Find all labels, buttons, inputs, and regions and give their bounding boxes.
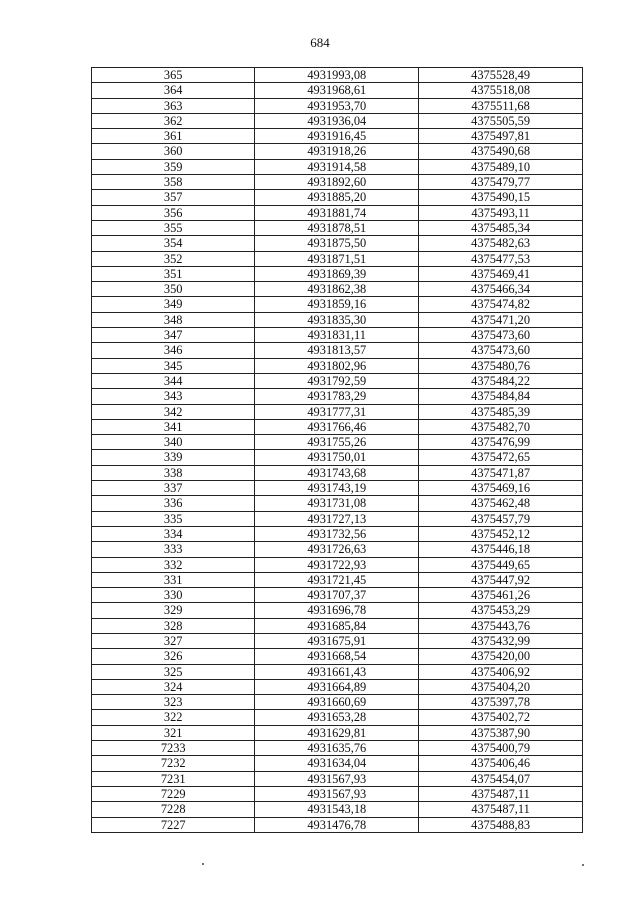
x-coordinate-cell: 4931755,26: [255, 435, 419, 450]
x-coordinate-cell: 4931661,43: [255, 664, 419, 679]
table-row: [92, 236, 583, 251]
y-coordinate-cell: 4375485,39: [419, 404, 583, 419]
x-coordinate-cell: 4931885,20: [255, 190, 419, 205]
table-row: [92, 633, 583, 648]
y-coordinate-cell: 4375485,34: [419, 220, 583, 235]
point-number-cell: 337: [92, 481, 255, 496]
x-coordinate-cell: 4931831,11: [255, 328, 419, 343]
point-number-cell: 356: [92, 205, 255, 220]
table-row: [92, 266, 583, 281]
point-number-cell: 355: [92, 220, 255, 235]
x-coordinate-cell: 4931696,78: [255, 603, 419, 618]
table-row: [92, 83, 583, 98]
table-row: [92, 496, 583, 511]
y-coordinate-cell: 4375447,92: [419, 572, 583, 587]
table-row: [92, 282, 583, 297]
table-row: [92, 710, 583, 725]
point-number-cell: 334: [92, 526, 255, 541]
x-coordinate-cell: 4931802,96: [255, 358, 419, 373]
table-row: [92, 129, 583, 144]
point-number-cell: 360: [92, 144, 255, 159]
table-row: [92, 756, 583, 771]
x-coordinate-cell: 4931783,29: [255, 389, 419, 404]
table-row: [92, 205, 583, 220]
scan-speck: [202, 863, 204, 865]
y-coordinate-cell: 4375404,20: [419, 679, 583, 694]
point-number-cell: 365: [92, 68, 255, 83]
y-coordinate-cell: 4375469,41: [419, 266, 583, 281]
table-row: [92, 817, 583, 832]
table-row: [92, 481, 583, 496]
table-row: [92, 220, 583, 235]
table-row: [92, 419, 583, 434]
point-number-cell: 363: [92, 98, 255, 113]
y-coordinate-cell: 4375528,49: [419, 68, 583, 83]
table-row: [92, 159, 583, 174]
table-row: [92, 664, 583, 679]
table-row: [92, 786, 583, 801]
table-row: [92, 144, 583, 159]
table-row: [92, 435, 583, 450]
y-coordinate-cell: 4375505,59: [419, 113, 583, 128]
y-coordinate-cell: 4375473,60: [419, 328, 583, 343]
y-coordinate-cell: 4375466,34: [419, 282, 583, 297]
y-coordinate-cell: 4375490,68: [419, 144, 583, 159]
y-coordinate-cell: 4375402,72: [419, 710, 583, 725]
point-number-cell: 362: [92, 113, 255, 128]
x-coordinate-cell: 4931685,84: [255, 618, 419, 633]
point-number-cell: 338: [92, 465, 255, 480]
y-coordinate-cell: 4375400,79: [419, 741, 583, 756]
coordinates-table: [91, 67, 583, 833]
y-coordinate-cell: 4375476,99: [419, 435, 583, 450]
point-number-cell: 335: [92, 511, 255, 526]
x-coordinate-cell: 4931629,81: [255, 725, 419, 740]
point-number-cell: 342: [92, 404, 255, 419]
table-row: [92, 741, 583, 756]
point-number-cell: 361: [92, 129, 255, 144]
x-coordinate-cell: 4931936,04: [255, 113, 419, 128]
point-number-cell: 364: [92, 83, 255, 98]
point-number-cell: 7233: [92, 741, 255, 756]
x-coordinate-cell: 4931862,38: [255, 282, 419, 297]
y-coordinate-cell: 4375443,76: [419, 618, 583, 633]
x-coordinate-cell: 4931727,13: [255, 511, 419, 526]
x-coordinate-cell: 4931660,69: [255, 695, 419, 710]
point-number-cell: 359: [92, 159, 255, 174]
y-coordinate-cell: 4375489,10: [419, 159, 583, 174]
point-number-cell: 7229: [92, 786, 255, 801]
table-row: [92, 542, 583, 557]
x-coordinate-cell: 4931726,63: [255, 542, 419, 557]
table-row: [92, 328, 583, 343]
y-coordinate-cell: 4375477,53: [419, 251, 583, 266]
table-row: [92, 373, 583, 388]
point-number-cell: 358: [92, 175, 255, 190]
point-number-cell: 350: [92, 282, 255, 297]
x-coordinate-cell: 4931875,50: [255, 236, 419, 251]
y-coordinate-cell: 4375449,65: [419, 557, 583, 572]
y-coordinate-cell: 4375471,20: [419, 312, 583, 327]
point-number-cell: 329: [92, 603, 255, 618]
point-number-cell: 341: [92, 419, 255, 434]
table-row: [92, 679, 583, 694]
y-coordinate-cell: 4375406,92: [419, 664, 583, 679]
y-coordinate-cell: 4375493,11: [419, 205, 583, 220]
y-coordinate-cell: 4375457,79: [419, 511, 583, 526]
point-number-cell: 328: [92, 618, 255, 633]
x-coordinate-cell: 4931743,68: [255, 465, 419, 480]
table-row: [92, 175, 583, 190]
x-coordinate-cell: 4931968,61: [255, 83, 419, 98]
x-coordinate-cell: 4931668,54: [255, 649, 419, 664]
y-coordinate-cell: 4375397,78: [419, 695, 583, 710]
table-row: [92, 695, 583, 710]
y-coordinate-cell: 4375484,84: [419, 389, 583, 404]
point-number-cell: 348: [92, 312, 255, 327]
x-coordinate-cell: 4931892,60: [255, 175, 419, 190]
y-coordinate-cell: 4375452,12: [419, 526, 583, 541]
x-coordinate-cell: 4931634,04: [255, 756, 419, 771]
x-coordinate-cell: 4931731,08: [255, 496, 419, 511]
table-row: [92, 113, 583, 128]
x-coordinate-cell: 4931750,01: [255, 450, 419, 465]
y-coordinate-cell: 4375471,87: [419, 465, 583, 480]
x-coordinate-cell: 4931914,58: [255, 159, 419, 174]
x-coordinate-cell: 4931878,51: [255, 220, 419, 235]
x-coordinate-cell: 4931777,31: [255, 404, 419, 419]
table-row: [92, 358, 583, 373]
point-number-cell: 344: [92, 373, 255, 388]
point-number-cell: 324: [92, 679, 255, 694]
point-number-cell: 7231: [92, 771, 255, 786]
y-coordinate-cell: 4375432,99: [419, 633, 583, 648]
y-coordinate-cell: 4375487,11: [419, 802, 583, 817]
x-coordinate-cell: 4931707,37: [255, 588, 419, 603]
point-number-cell: 357: [92, 190, 255, 205]
point-number-cell: 7232: [92, 756, 255, 771]
table-row: [92, 572, 583, 587]
x-coordinate-cell: 4931732,56: [255, 526, 419, 541]
point-number-cell: 325: [92, 664, 255, 679]
point-number-cell: 343: [92, 389, 255, 404]
x-coordinate-cell: 4931859,16: [255, 297, 419, 312]
coordinates-table-body: [92, 68, 583, 833]
x-coordinate-cell: 4931918,26: [255, 144, 419, 159]
y-coordinate-cell: 4375461,26: [419, 588, 583, 603]
y-coordinate-cell: 4375484,22: [419, 373, 583, 388]
y-coordinate-cell: 4375474,82: [419, 297, 583, 312]
point-number-cell: 351: [92, 266, 255, 281]
table-row: [92, 450, 583, 465]
table-row: [92, 725, 583, 740]
y-coordinate-cell: 4375453,29: [419, 603, 583, 618]
y-coordinate-cell: 4375518,08: [419, 83, 583, 98]
point-number-cell: 331: [92, 572, 255, 587]
y-coordinate-cell: 4375454,07: [419, 771, 583, 786]
table-row: [92, 526, 583, 541]
y-coordinate-cell: 4375473,60: [419, 343, 583, 358]
point-number-cell: 322: [92, 710, 255, 725]
point-number-cell: 326: [92, 649, 255, 664]
x-coordinate-cell: 4931916,45: [255, 129, 419, 144]
table-row: [92, 389, 583, 404]
x-coordinate-cell: 4931869,39: [255, 266, 419, 281]
x-coordinate-cell: 4931635,76: [255, 741, 419, 756]
x-coordinate-cell: 4931675,91: [255, 633, 419, 648]
x-coordinate-cell: 4931953,70: [255, 98, 419, 113]
table-row: [92, 771, 583, 786]
x-coordinate-cell: 4931653,28: [255, 710, 419, 725]
x-coordinate-cell: 4931871,51: [255, 251, 419, 266]
x-coordinate-cell: 4931792,59: [255, 373, 419, 388]
y-coordinate-cell: 4375469,16: [419, 481, 583, 496]
point-number-cell: 340: [92, 435, 255, 450]
table-row: [92, 404, 583, 419]
y-coordinate-cell: 4375482,63: [419, 236, 583, 251]
y-coordinate-cell: 4375490,15: [419, 190, 583, 205]
table-row: [92, 68, 583, 83]
point-number-cell: 333: [92, 542, 255, 557]
x-coordinate-cell: 4931543,18: [255, 802, 419, 817]
x-coordinate-cell: 4931476,78: [255, 817, 419, 832]
table-row: [92, 511, 583, 526]
point-number-cell: 347: [92, 328, 255, 343]
y-coordinate-cell: 4375406,46: [419, 756, 583, 771]
point-number-cell: 354: [92, 236, 255, 251]
y-coordinate-cell: 4375488,83: [419, 817, 583, 832]
point-number-cell: 336: [92, 496, 255, 511]
table-row: [92, 251, 583, 266]
point-number-cell: 345: [92, 358, 255, 373]
table-row: [92, 557, 583, 572]
y-coordinate-cell: 4375387,90: [419, 725, 583, 740]
x-coordinate-cell: 4931567,93: [255, 786, 419, 801]
y-coordinate-cell: 4375482,70: [419, 419, 583, 434]
y-coordinate-cell: 4375511,68: [419, 98, 583, 113]
point-number-cell: 352: [92, 251, 255, 266]
point-number-cell: 7227: [92, 817, 255, 832]
table-row: [92, 588, 583, 603]
table-row: [92, 603, 583, 618]
table-row: [92, 98, 583, 113]
page-number: 684: [310, 35, 330, 50]
point-number-cell: 7228: [92, 802, 255, 817]
x-coordinate-cell: 4931664,89: [255, 679, 419, 694]
x-coordinate-cell: 4931721,45: [255, 572, 419, 587]
point-number-cell: 332: [92, 557, 255, 572]
y-coordinate-cell: 4375462,48: [419, 496, 583, 511]
point-number-cell: 323: [92, 695, 255, 710]
x-coordinate-cell: 4931567,93: [255, 771, 419, 786]
point-number-cell: 321: [92, 725, 255, 740]
table-row: [92, 297, 583, 312]
y-coordinate-cell: 4375497,81: [419, 129, 583, 144]
y-coordinate-cell: 4375487,11: [419, 786, 583, 801]
x-coordinate-cell: 4931743,19: [255, 481, 419, 496]
y-coordinate-cell: 4375480,76: [419, 358, 583, 373]
scan-speck: [582, 864, 584, 866]
point-number-cell: 346: [92, 343, 255, 358]
x-coordinate-cell: 4931881,74: [255, 205, 419, 220]
table-row: [92, 802, 583, 817]
table-row: [92, 618, 583, 633]
x-coordinate-cell: 4931835,30: [255, 312, 419, 327]
table-row: [92, 312, 583, 327]
point-number-cell: 327: [92, 633, 255, 648]
y-coordinate-cell: 4375479,77: [419, 175, 583, 190]
table-row: [92, 649, 583, 664]
x-coordinate-cell: 4931993,08: [255, 68, 419, 83]
table-row: [92, 343, 583, 358]
y-coordinate-cell: 4375446,18: [419, 542, 583, 557]
y-coordinate-cell: 4375472,65: [419, 450, 583, 465]
point-number-cell: 330: [92, 588, 255, 603]
point-number-cell: 349: [92, 297, 255, 312]
x-coordinate-cell: 4931722,93: [255, 557, 419, 572]
x-coordinate-cell: 4931766,46: [255, 419, 419, 434]
x-coordinate-cell: 4931813,57: [255, 343, 419, 358]
y-coordinate-cell: 4375420,00: [419, 649, 583, 664]
table-row: [92, 190, 583, 205]
table-row: [92, 465, 583, 480]
point-number-cell: 339: [92, 450, 255, 465]
